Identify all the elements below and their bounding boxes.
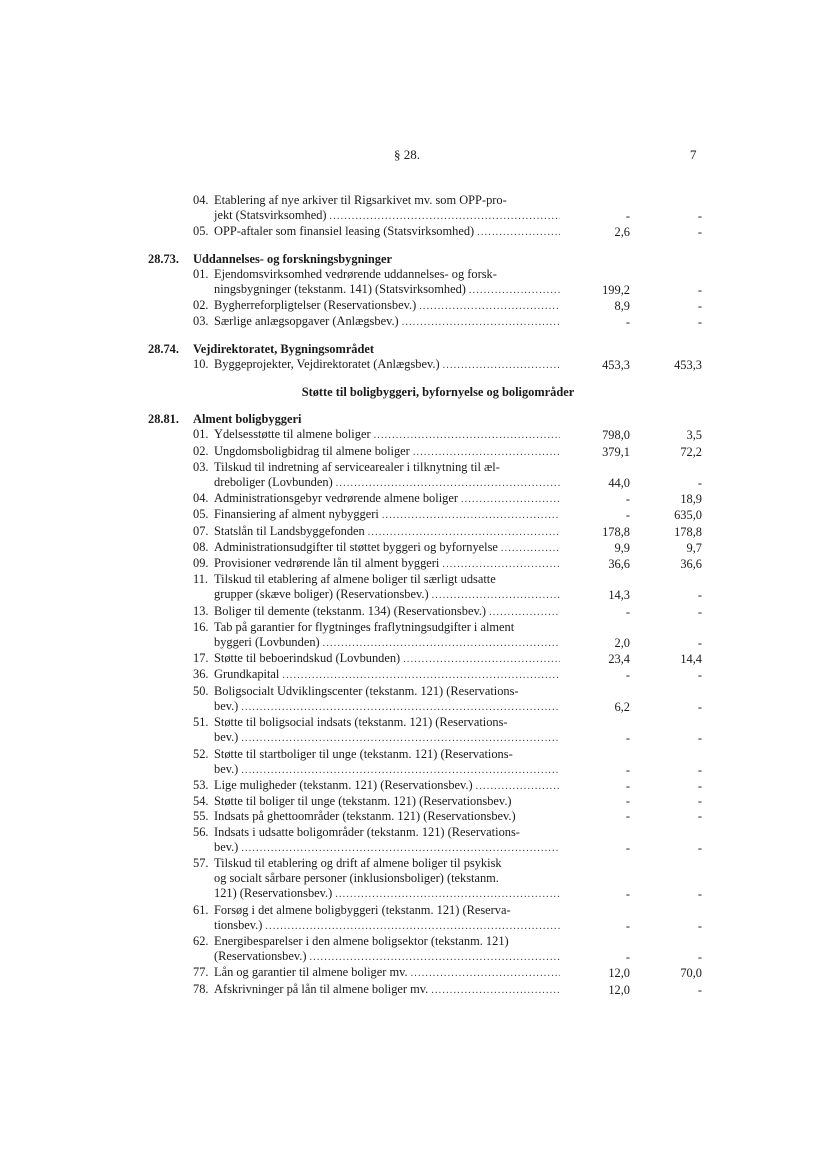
dot-leader (330, 209, 560, 224)
dot-leader (382, 508, 560, 523)
item-text-segment: Provisioner vedrørende lån til alment byggeri (214, 556, 440, 571)
value-column-2: 635,0 (674, 508, 702, 523)
item-text-segment: Grundkapital (214, 667, 280, 682)
dot-leader (413, 445, 560, 460)
item-description (214, 778, 560, 794)
item-number: 02. (193, 298, 209, 313)
item-description (214, 982, 560, 998)
dot-leader (282, 668, 560, 683)
item-number: 54. (193, 794, 209, 809)
item-number: 57. (193, 855, 209, 870)
value-column-2: 9,7 (686, 540, 702, 555)
value-column-2: - (697, 588, 702, 603)
value-column-1: 379,1 (602, 444, 630, 459)
item-description (214, 965, 560, 981)
dot-leader (241, 763, 560, 778)
dot-leader (241, 731, 560, 746)
value-column-1: - (625, 809, 630, 824)
item-text-line (214, 651, 560, 667)
line-item (0, 556, 828, 572)
value-column-1: - (625, 209, 630, 224)
value-column-1: - (625, 492, 630, 507)
item-description (214, 193, 560, 224)
value-column-2: - (697, 209, 702, 224)
item-number: 02. (193, 443, 209, 458)
item-text-segment: og socialt sårbare personer (inklusionsboliger) (tekstanm. (214, 871, 499, 886)
value-column-1: - (625, 918, 630, 933)
line-item (0, 540, 828, 556)
item-text-line (214, 208, 560, 224)
line-item (0, 982, 828, 998)
line-item (0, 684, 828, 715)
item-number: 07. (193, 523, 209, 538)
line-item (0, 427, 828, 443)
item-number: 55. (193, 809, 209, 824)
item-text-segment: Etablering af nye arkiver til Rigsarkivet mv. som OPP-pro- (214, 193, 507, 207)
value-column-2: - (697, 604, 702, 619)
line-item (0, 444, 828, 460)
item-text-line (214, 934, 560, 949)
value-column-1: - (625, 778, 630, 793)
item-text-line (214, 444, 560, 460)
item-text-segment: Tilskud til etablering af almene boliger til særligt udsatte (214, 572, 496, 587)
item-text-segment: Ungdomsboligbidrag til almene boliger (214, 443, 410, 458)
value-column-2: - (697, 809, 702, 824)
value-column-1: - (625, 731, 630, 746)
value-column-2: - (697, 762, 702, 777)
line-item (0, 965, 828, 981)
value-column-2: - (697, 731, 702, 746)
item-number: 03. (193, 459, 209, 474)
item-text-line (214, 491, 560, 507)
account-number: 28.74. (148, 341, 179, 356)
line-item (0, 825, 828, 856)
item-text-segment: Indsats i udsatte boligområder (tekstanm. 121) (Reservations- (214, 824, 520, 839)
dot-leader (323, 636, 560, 651)
item-text-line (214, 587, 560, 603)
item-text-line (214, 475, 560, 491)
account-heading (0, 412, 828, 427)
account-heading (0, 252, 828, 267)
line-item (0, 572, 828, 603)
item-text-line (214, 556, 560, 572)
value-column-2: 3,5 (686, 428, 702, 443)
value-column-2: - (697, 299, 702, 314)
value-column-1: 2,6 (614, 225, 630, 240)
item-text-line (214, 427, 560, 443)
value-column-1: 6,2 (614, 699, 630, 714)
value-column-1: - (625, 668, 630, 683)
item-text-segment: Finansiering af alment nybyggeri (214, 507, 379, 522)
dot-leader (241, 700, 560, 715)
value-column-2: 14,4 (680, 652, 702, 667)
line-item (0, 491, 828, 507)
item-text-line (214, 856, 560, 871)
dot-leader (265, 919, 560, 934)
value-column-1: - (625, 887, 630, 902)
value-column-2: - (697, 315, 702, 330)
item-description (214, 491, 560, 507)
item-text-line (214, 357, 560, 373)
item-text-segment: Støtte til boligsocial indsats (tekstanm. 121) (Reservations- (214, 715, 508, 730)
item-number: 04. (193, 193, 209, 207)
item-text-line (214, 193, 560, 208)
line-item (0, 856, 828, 903)
line-item (0, 934, 828, 965)
item-description (214, 620, 560, 651)
item-text-segment: Afskrivninger på lån til almene boliger mv. (214, 981, 429, 996)
item-description (214, 684, 560, 715)
line-item (0, 778, 828, 794)
item-description (214, 604, 560, 620)
value-column-1: - (625, 950, 630, 965)
value-column-1: - (625, 840, 630, 855)
item-number: 56. (193, 824, 209, 839)
item-description (214, 809, 560, 824)
line-item (0, 903, 828, 934)
item-description (214, 298, 560, 314)
item-description (214, 856, 560, 903)
item-text-segment: Energibesparelser i den almene boligsektor (tekstanm. 121) (214, 933, 509, 948)
item-text-line (214, 903, 560, 918)
item-description (214, 444, 560, 460)
dot-leader (476, 779, 560, 794)
item-text-segment: Administrationsudgifter til støttet byggeri og byfornyelse (214, 539, 498, 554)
item-text-segment: Ejendomsvirksomhed vedrørende uddannelses- og forsk- (214, 266, 497, 281)
item-number: 04. (193, 491, 209, 506)
item-text-line (214, 949, 560, 965)
account-number: 28.73. (148, 251, 179, 266)
account-title: Alment boligbyggeri (193, 412, 302, 427)
dot-leader (469, 283, 560, 298)
budget-table (0, 193, 828, 998)
item-text-line (214, 762, 560, 778)
line-item (0, 651, 828, 667)
item-number: 01. (193, 427, 209, 442)
item-text-line (214, 699, 560, 715)
value-column-2: - (697, 636, 702, 651)
dot-leader (489, 605, 560, 620)
item-text-line (214, 715, 560, 730)
item-number: 01. (193, 266, 209, 281)
value-column-1: 2,0 (614, 636, 630, 651)
item-text-line (214, 778, 560, 794)
item-text-segment: tionsbev.) (214, 917, 263, 932)
value-column-1: 36,6 (608, 557, 630, 572)
value-column-1: 8,9 (614, 299, 630, 314)
line-item (0, 747, 828, 778)
item-number: 52. (193, 746, 209, 761)
item-number: 10. (193, 356, 209, 371)
item-number: 05. (193, 224, 209, 239)
item-text-segment: Boliger til demente (tekstanm. 134) (Reservationsbev.) (214, 603, 487, 618)
value-column-1: 798,0 (602, 428, 630, 443)
item-number: 16. (193, 619, 209, 634)
line-item (0, 314, 828, 330)
item-number: 36. (193, 667, 209, 682)
item-text-line (214, 747, 560, 762)
item-text-segment: Tilskud til etablering og drift af almene boliger til psykisk (214, 855, 502, 870)
item-text-segment: Ydelsesstøtte til almene boliger (214, 427, 371, 442)
account-heading (0, 342, 828, 357)
item-text-segment: Bygherreforpligtelser (Reservationsbev.) (214, 298, 417, 313)
group-heading: Støtte til boligbyggeri, byfornyelse og boligområder (301, 385, 575, 400)
page-header (0, 147, 828, 165)
value-column-2: - (697, 225, 702, 240)
value-column-1: 178,8 (602, 524, 630, 539)
item-text-line (214, 604, 560, 620)
item-text-segment: Støtte til beboerindskud (Lovbunden) (214, 651, 401, 666)
item-text-line (214, 267, 560, 282)
item-number: 11. (193, 572, 209, 587)
dot-leader (432, 588, 560, 603)
item-text-line (214, 825, 560, 840)
dot-leader (368, 525, 560, 540)
dot-leader (443, 358, 560, 373)
value-column-2: - (697, 668, 702, 683)
dot-leader (442, 557, 560, 572)
item-number: 77. (193, 965, 209, 980)
item-description (214, 794, 560, 809)
line-item (0, 667, 828, 683)
item-text-segment: Lige muligheder (tekstanm. 121) (Reservationsbev.) (214, 777, 473, 792)
value-column-2: - (697, 794, 702, 809)
item-text-segment: Indsats på ghettoområder (tekstanm. 121) (Reservationsbev.) (214, 809, 516, 824)
dot-leader (461, 492, 560, 507)
item-text-line (214, 224, 560, 240)
item-text-segment: Byggeprojekter, Vejdirektoratet (Anlægsbev.) (214, 356, 440, 371)
item-text-line (214, 460, 560, 475)
account-title: Vejdirektoratet, Bygningsområdet (193, 341, 375, 356)
item-description (214, 507, 560, 523)
item-text-segment: bev.) (214, 761, 239, 776)
item-text-segment: bev.) (214, 698, 239, 713)
value-column-1: 12,0 (608, 982, 630, 997)
item-text-line (214, 965, 560, 981)
item-text-segment: Tilskud til indretning af servicearealer i tilknytning til æl- (214, 459, 500, 474)
item-text-line (214, 282, 560, 298)
line-item (0, 524, 828, 540)
account-title: Uddannelses- og forskningsbygninger (193, 251, 392, 266)
dot-leader (402, 315, 560, 330)
item-number: 53. (193, 777, 209, 792)
item-text-segment: 121) (Reservationsbev.) (214, 886, 333, 901)
item-text-segment: bev.) (214, 839, 239, 854)
page-number: 7 (690, 147, 697, 162)
value-column-2: 178,8 (674, 524, 702, 539)
line-item (0, 604, 828, 620)
item-description (214, 267, 560, 298)
item-text-segment: Særlige anlægsopgaver (Anlægsbev.) (214, 314, 399, 329)
item-description (214, 934, 560, 965)
item-number: 08. (193, 539, 209, 554)
line-item (0, 298, 828, 314)
item-text-line (214, 298, 560, 314)
item-text-segment: Boligsocialt Udviklingscenter (tekstanm. 121) (Reservations- (214, 683, 519, 698)
item-description (214, 524, 560, 540)
value-column-1: - (625, 315, 630, 330)
value-column-2: - (697, 982, 702, 997)
item-number: 03. (193, 314, 209, 329)
item-text-segment: jekt (Statsvirksomhed) (214, 208, 327, 223)
item-number: 62. (193, 933, 209, 948)
item-number: 61. (193, 902, 209, 917)
item-text-line (214, 871, 560, 886)
item-text-segment: Støtte til startboliger til unge (tekstanm. 121) (Reservations- (214, 746, 513, 761)
dot-leader (431, 983, 560, 998)
item-number: 78. (193, 981, 209, 996)
line-item (0, 809, 828, 824)
item-description (214, 556, 560, 572)
item-text-segment: bev.) (214, 730, 239, 745)
dot-leader (501, 541, 560, 556)
item-text-line (214, 794, 560, 809)
item-text-line (214, 572, 560, 587)
value-column-1: - (625, 604, 630, 619)
value-column-2: - (697, 778, 702, 793)
dot-leader (403, 652, 560, 667)
item-number: 51. (193, 715, 209, 730)
item-description (214, 715, 560, 746)
item-description (214, 747, 560, 778)
item-text-segment: Statslån til Landsbyggefonden (214, 523, 365, 538)
value-column-2: - (697, 950, 702, 965)
value-column-2: - (697, 887, 702, 902)
value-column-2: 70,0 (680, 966, 702, 981)
value-column-1: - (625, 794, 630, 809)
value-column-1: 12,0 (608, 966, 630, 981)
item-text-line (214, 635, 560, 651)
item-description (214, 903, 560, 934)
item-description (214, 572, 560, 603)
value-column-1: - (625, 508, 630, 523)
line-item (0, 715, 828, 746)
value-column-2: - (697, 699, 702, 714)
item-text-line (214, 840, 560, 856)
dot-leader (335, 887, 560, 902)
item-text-line (214, 886, 560, 902)
item-number: 09. (193, 556, 209, 571)
item-description (214, 651, 560, 667)
dot-leader (309, 950, 560, 965)
value-column-1: 199,2 (602, 283, 630, 298)
item-number: 17. (193, 651, 209, 666)
dot-leader (241, 841, 560, 856)
item-text-line (214, 918, 560, 934)
dot-leader (477, 225, 560, 240)
item-text-segment: Administrationsgebyr vedrørende almene boliger (214, 491, 458, 506)
item-text-line (214, 524, 560, 540)
line-item (0, 267, 828, 298)
item-description (214, 540, 560, 556)
item-text-line (214, 982, 560, 998)
value-column-1: - (625, 762, 630, 777)
line-item (0, 193, 828, 224)
value-column-2: 18,9 (680, 492, 702, 507)
item-description (214, 357, 560, 373)
item-text-line (214, 809, 560, 824)
item-number: 13. (193, 603, 209, 618)
value-column-2: - (697, 476, 702, 491)
value-column-1: 44,0 (608, 476, 630, 491)
item-text-segment: Forsøg i det almene boligbyggeri (tekstanm. 121) (Reserva- (214, 902, 511, 917)
item-text-line (214, 620, 560, 635)
item-description (214, 224, 560, 240)
item-text-line (214, 684, 560, 699)
item-description (214, 825, 560, 856)
item-text-line (214, 730, 560, 746)
dot-leader (419, 299, 560, 314)
item-text-segment: Støtte til boliger til unge (tekstanm. 121) (Reservationsbev.) (214, 794, 512, 809)
line-item (0, 620, 828, 651)
item-text-segment: grupper (skæve boliger) (Reservationsbev.) (214, 587, 429, 602)
value-column-2: - (697, 840, 702, 855)
dot-leader (374, 428, 560, 443)
item-number: 50. (193, 683, 209, 698)
item-text-line (214, 540, 560, 556)
value-column-1: 453,3 (602, 357, 630, 372)
item-description (214, 314, 560, 330)
dot-leader (411, 966, 560, 981)
line-item (0, 224, 828, 240)
item-text-line (214, 507, 560, 523)
item-text-line (214, 667, 560, 683)
dot-leader (336, 476, 560, 491)
item-text-segment: (Reservationsbev.) (214, 949, 307, 964)
value-column-2: 36,6 (680, 557, 702, 572)
value-column-2: - (697, 283, 702, 298)
line-item (0, 357, 828, 373)
item-description (214, 667, 560, 683)
item-description (214, 427, 560, 443)
line-item (0, 507, 828, 523)
item-text-segment: byggeri (Lovbunden) (214, 635, 320, 650)
account-number: 28.81. (148, 412, 179, 427)
item-text-segment: OPP-aftaler som finansiel leasing (Statsvirksomhed) (214, 224, 475, 239)
item-number: 05. (193, 507, 209, 522)
value-column-2: 453,3 (674, 357, 702, 372)
section-reference: § 28. (394, 147, 420, 162)
item-description (214, 460, 560, 491)
value-column-1: 23,4 (608, 652, 630, 667)
item-text-segment: Lån og garantier til almene boliger mv. (214, 965, 408, 980)
item-text-segment: Tab på garantier for flygtninges fraflytningsudgifter i alment (214, 619, 515, 634)
value-column-1: 9,9 (614, 540, 630, 555)
item-text-line (214, 314, 560, 330)
value-column-2: 72,2 (680, 444, 702, 459)
line-item (0, 794, 828, 809)
line-item (0, 460, 828, 491)
item-text-segment: ningsbygninger (tekstanm. 141) (Statsvirksomhed) (214, 282, 466, 297)
value-column-2: - (697, 918, 702, 933)
value-column-1: 14,3 (608, 588, 630, 603)
item-text-segment: dreboliger (Lovbunden) (214, 475, 333, 490)
